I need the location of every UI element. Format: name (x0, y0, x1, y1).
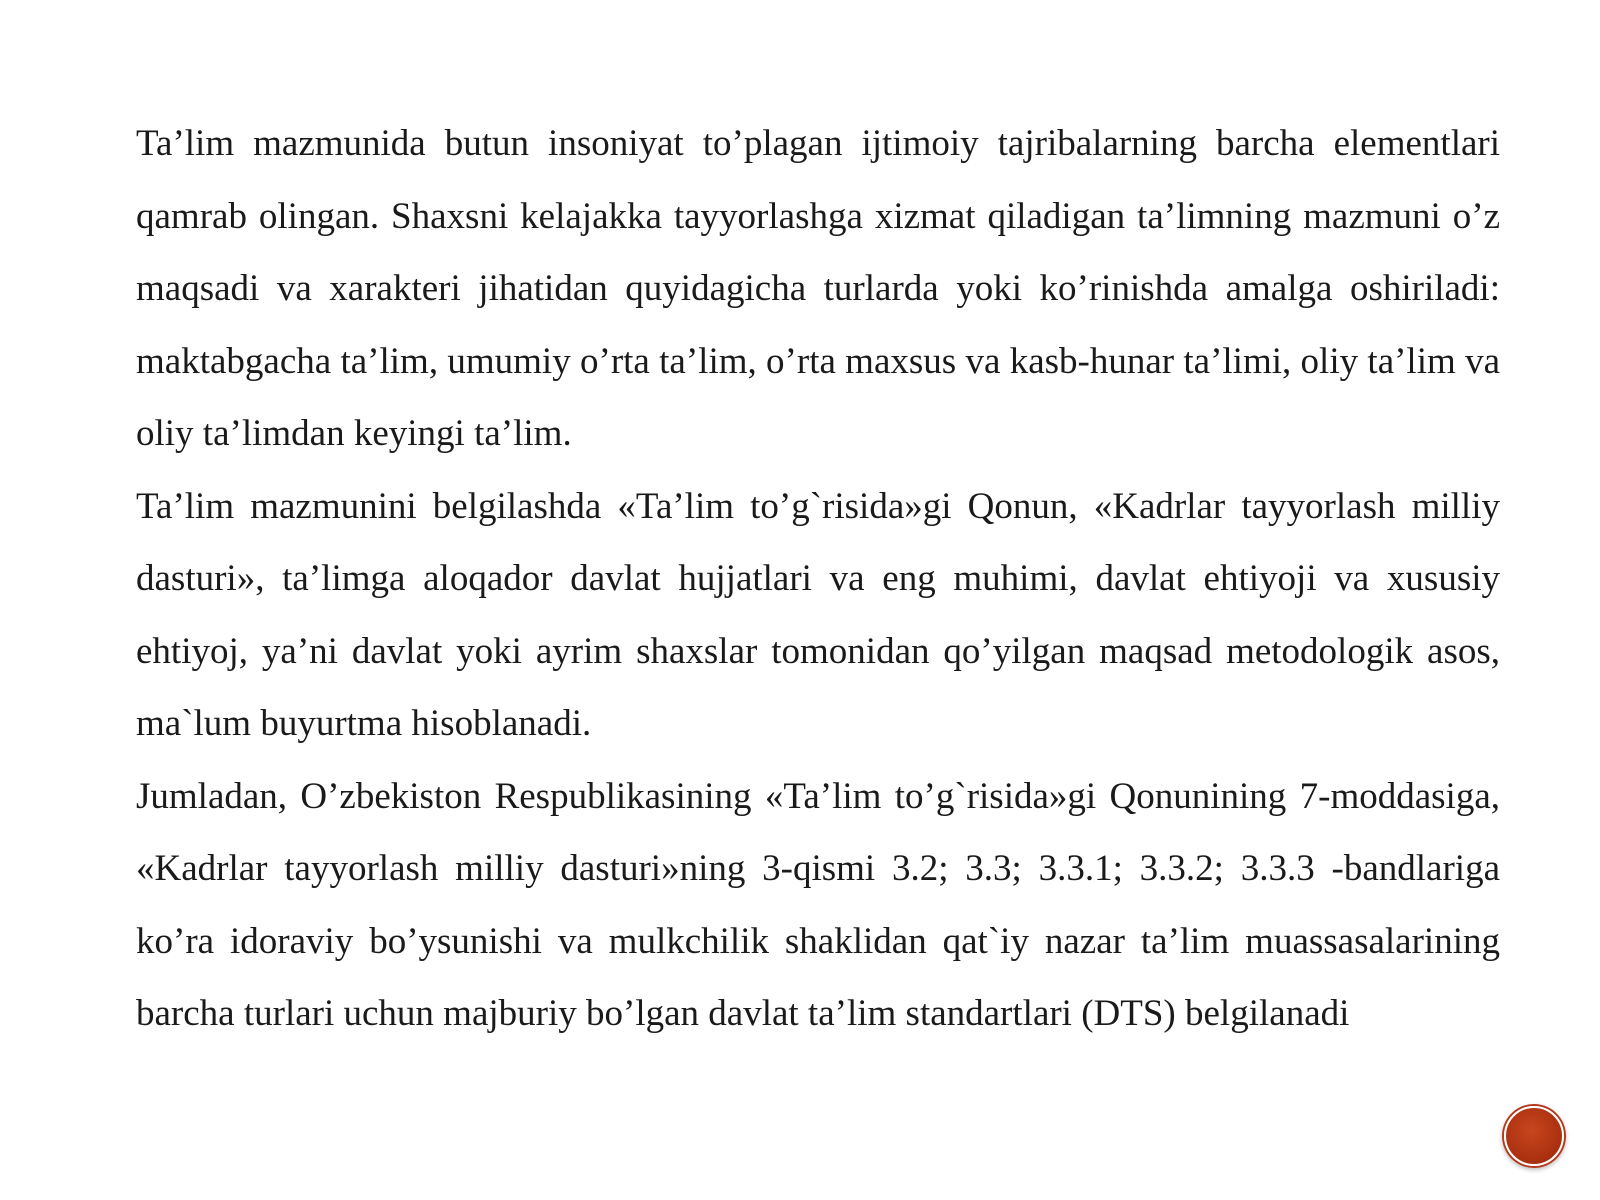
slide-text-body (136, 108, 1500, 1051)
paragraph-2: Ta’lim mazmunini belgilashda «Ta’lim to’g`risida»gi Qonun, «Kadrlar tayyorlash milliy dasturi», ta’limga aloqador davlat hujjatlari va eng muhimi, davlat ehtiyoji va xususiy ehtiyoj, ya’ni davlat yoki ayrim shaxslar tomonidan qo’yilgan maqsad metodologik asos, ma`lum buyurtma hisoblanadi. (136, 485, 1500, 744)
slide-nav-button[interactable] (1502, 1104, 1566, 1168)
circle-nav-icon (1504, 1106, 1564, 1166)
paragraph-1: Ta’lim mazmunida butun insoniyat to’plagan ijtimoiy tajribalarning barcha elementlari qamrab olingan. Shaxsni kelajakka tayyorlashga xizmat qiladigan ta’limning mazmuni o’z maqsadi va xarakteri jihatidan quyidagicha turlarda yoki ko’rinishda amalga oshiriladi: maktabgacha ta’lim, umumiy o’rta ta’lim, o’rta maxsus va kasb-hunar ta’limi, oliy ta’lim va oliy ta’limdan keyingi ta’lim. (136, 123, 1500, 454)
paragraph-3: Jumladan, O’zbekiston Respublikasining «Ta’lim to’g`risida»gi Qonunining 7-moddasiga, «Kadrlar tayyorlash milliy dasturi»ning 3-qismi 3.2; 3.3; 3.3.1; 3.3.2; 3.3.3 -bandlariga ko’ra idoraviy bo’ysunishi va mulkchilik shaklidan qat`iy nazar ta’lim muassasalarining barcha turlari uchun majburiy bo’lgan davlat ta’lim standartlari (DTS) belgilanadi (136, 775, 1500, 1034)
